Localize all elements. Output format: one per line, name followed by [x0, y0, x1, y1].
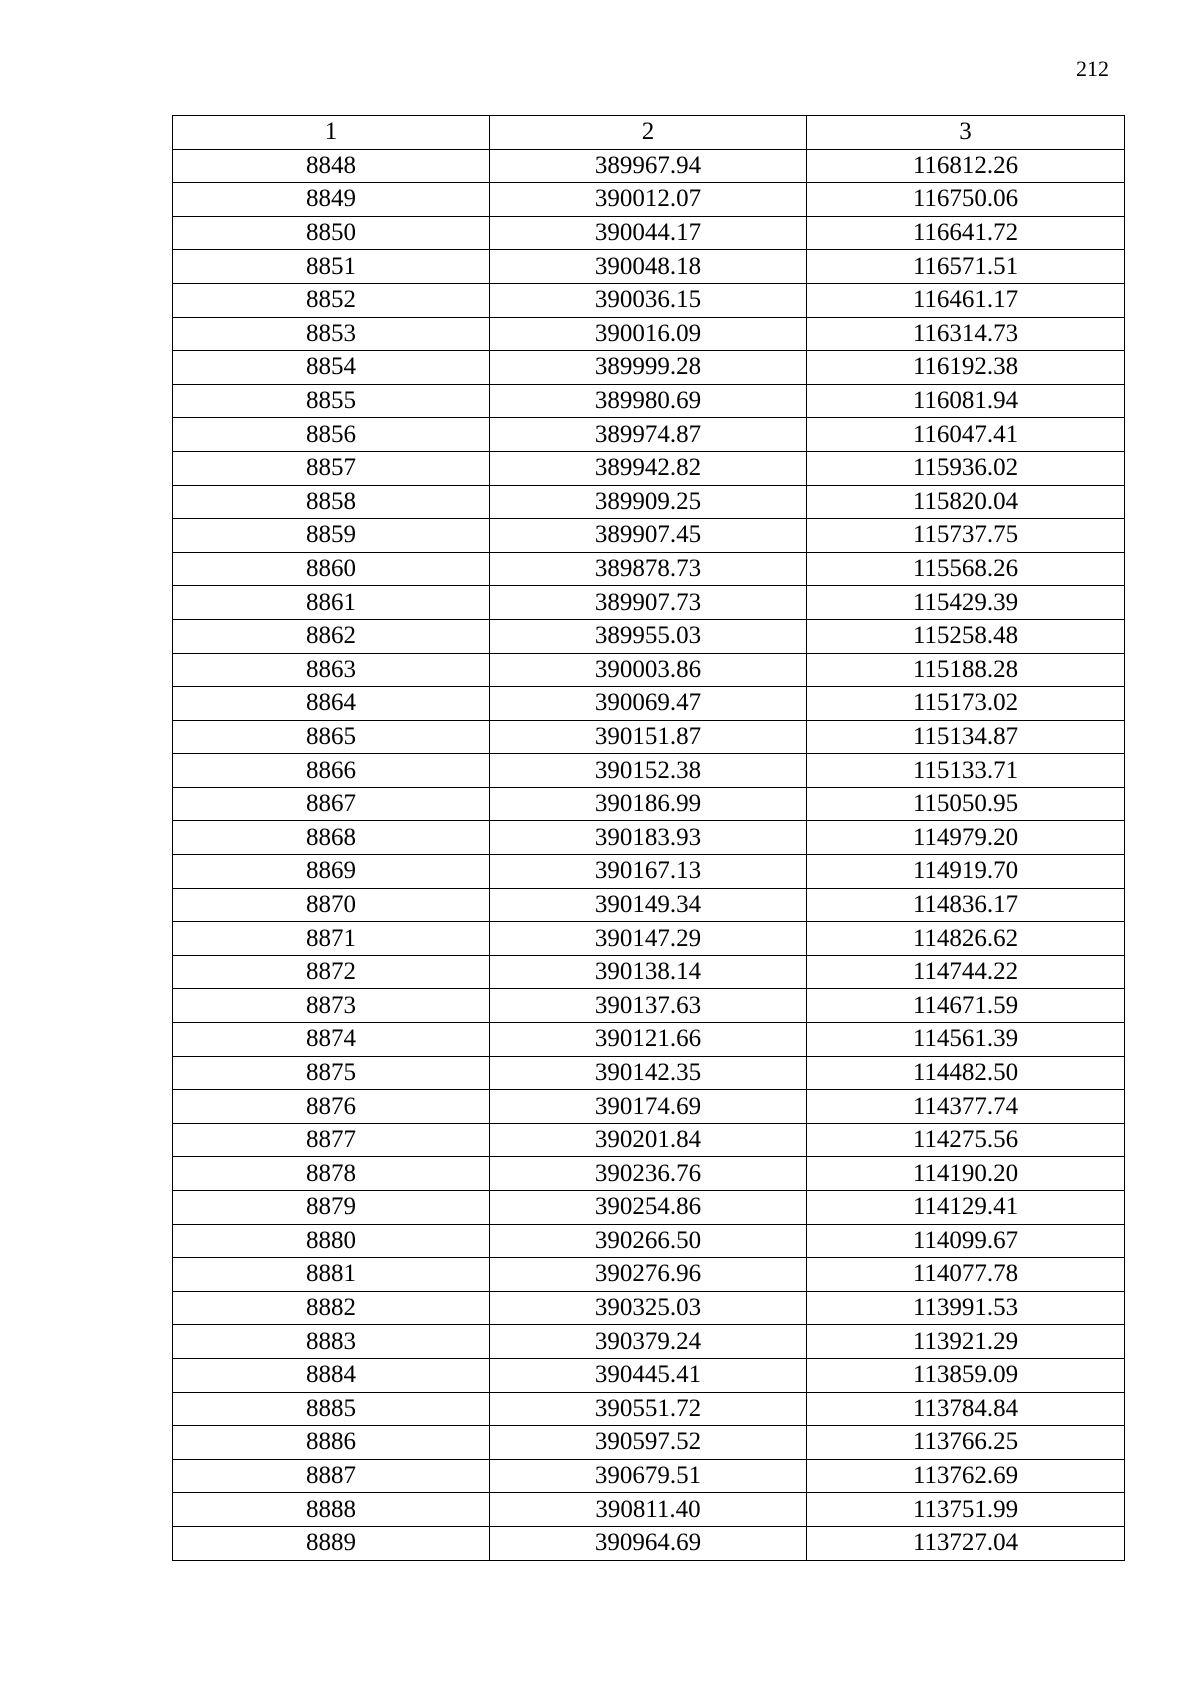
- coordinate-y-cell: 113727.04: [807, 1526, 1125, 1560]
- table-row: [173, 384, 1125, 418]
- coordinate-x-cell: 390551.72: [490, 1392, 807, 1426]
- table-row: [173, 351, 1125, 385]
- point-number-cell: 8854: [173, 351, 490, 385]
- coordinate-x-cell: 390142.35: [490, 1056, 807, 1090]
- coordinate-y-cell: 114377.74: [807, 1090, 1125, 1124]
- coordinate-y-cell: 116047.41: [807, 418, 1125, 452]
- point-number-cell: 8848: [173, 149, 490, 183]
- table-row: [173, 855, 1125, 889]
- point-number-cell: 8868: [173, 821, 490, 855]
- table-row: [173, 1023, 1125, 1057]
- point-number-cell: 8857: [173, 451, 490, 485]
- coordinate-x-cell: 390044.17: [490, 216, 807, 250]
- coordinate-y-cell: 113921.29: [807, 1325, 1125, 1359]
- point-number-cell: 8871: [173, 922, 490, 956]
- point-number-cell: 8860: [173, 552, 490, 586]
- column-header-3: 3: [807, 116, 1125, 150]
- coordinate-x-cell: 389955.03: [490, 619, 807, 653]
- coordinate-y-cell: 115429.39: [807, 586, 1125, 620]
- coordinate-y-cell: 114561.39: [807, 1023, 1125, 1057]
- table-row: [173, 283, 1125, 317]
- table-row: [173, 1493, 1125, 1527]
- table-row: [173, 1157, 1125, 1191]
- coordinate-y-cell: 116461.17: [807, 283, 1125, 317]
- point-number-cell: 8856: [173, 418, 490, 452]
- table-row: [173, 1291, 1125, 1325]
- coordinate-y-cell: 115936.02: [807, 451, 1125, 485]
- point-number-cell: 8889: [173, 1526, 490, 1560]
- coordinate-y-cell: 115820.04: [807, 485, 1125, 519]
- point-number-cell: 8877: [173, 1123, 490, 1157]
- coordinate-x-cell: 390597.52: [490, 1426, 807, 1460]
- coordinate-x-cell: 389974.87: [490, 418, 807, 452]
- coordinate-x-cell: 390151.87: [490, 720, 807, 754]
- page-number: 212: [1076, 56, 1109, 81]
- table-row: [173, 183, 1125, 217]
- coordinate-y-cell: 115258.48: [807, 619, 1125, 653]
- coordinate-x-cell: 390003.86: [490, 653, 807, 687]
- coordinate-y-cell: 113766.25: [807, 1426, 1125, 1460]
- coordinate-x-cell: 390325.03: [490, 1291, 807, 1325]
- header-row: [173, 116, 1125, 150]
- coordinate-y-cell: 116750.06: [807, 183, 1125, 217]
- coordinate-y-cell: 114919.70: [807, 855, 1125, 889]
- coordinate-x-cell: 390137.63: [490, 989, 807, 1023]
- coordinate-x-cell: 390167.13: [490, 855, 807, 889]
- table-row: [173, 418, 1125, 452]
- coordinate-x-cell: 390012.07: [490, 183, 807, 217]
- table-row: [173, 1459, 1125, 1493]
- coordinate-x-cell: 389999.28: [490, 351, 807, 385]
- table-row: [173, 1526, 1125, 1560]
- coordinate-y-cell: 114671.59: [807, 989, 1125, 1023]
- coordinate-x-cell: 390048.18: [490, 250, 807, 284]
- coordinate-x-cell: 390379.24: [490, 1325, 807, 1359]
- table-body: [173, 149, 1125, 1560]
- table-row: [173, 619, 1125, 653]
- table-row: [173, 1191, 1125, 1225]
- point-number-cell: 8853: [173, 317, 490, 351]
- coordinate-x-cell: 390186.99: [490, 787, 807, 821]
- coordinate-x-cell: 390183.93: [490, 821, 807, 855]
- table-row: [173, 552, 1125, 586]
- table-row: [173, 787, 1125, 821]
- coordinate-y-cell: 114077.78: [807, 1258, 1125, 1292]
- column-header-2: 2: [490, 116, 807, 150]
- table-row: [173, 519, 1125, 553]
- coordinate-y-cell: 114129.41: [807, 1191, 1125, 1225]
- coordinate-y-cell: 114744.22: [807, 955, 1125, 989]
- coordinate-y-cell: 114826.62: [807, 922, 1125, 956]
- point-number-cell: 8881: [173, 1258, 490, 1292]
- coordinate-y-cell: 115737.75: [807, 519, 1125, 553]
- point-number-cell: 8874: [173, 1023, 490, 1057]
- point-number-cell: 8851: [173, 250, 490, 284]
- coordinate-x-cell: 390266.50: [490, 1224, 807, 1258]
- coordinate-x-cell: 389980.69: [490, 384, 807, 418]
- point-number-cell: 8875: [173, 1056, 490, 1090]
- table-row: [173, 1090, 1125, 1124]
- coordinate-y-cell: 115173.02: [807, 687, 1125, 721]
- coordinate-x-cell: 390254.86: [490, 1191, 807, 1225]
- coordinate-y-cell: 116571.51: [807, 250, 1125, 284]
- coordinate-y-cell: 114979.20: [807, 821, 1125, 855]
- point-number-cell: 8864: [173, 687, 490, 721]
- coordinate-x-cell: 390679.51: [490, 1459, 807, 1493]
- coordinate-y-cell: 114836.17: [807, 888, 1125, 922]
- coordinate-x-cell: 390147.29: [490, 922, 807, 956]
- coordinate-x-cell: 390152.38: [490, 754, 807, 788]
- point-number-cell: 8883: [173, 1325, 490, 1359]
- table-row: [173, 1224, 1125, 1258]
- table-row: [173, 821, 1125, 855]
- coordinate-y-cell: 115188.28: [807, 653, 1125, 687]
- table-row: [173, 250, 1125, 284]
- point-number-cell: 8866: [173, 754, 490, 788]
- table-row: [173, 485, 1125, 519]
- coordinate-x-cell: 390036.15: [490, 283, 807, 317]
- table-row: [173, 955, 1125, 989]
- table-row: [173, 216, 1125, 250]
- coordinate-y-cell: 114482.50: [807, 1056, 1125, 1090]
- column-header-1: 1: [173, 116, 490, 150]
- point-number-cell: 8882: [173, 1291, 490, 1325]
- coordinate-y-cell: 116314.73: [807, 317, 1125, 351]
- point-number-cell: 8861: [173, 586, 490, 620]
- coordinate-x-cell: 390236.76: [490, 1157, 807, 1191]
- coordinate-x-cell: 390069.47: [490, 687, 807, 721]
- point-number-cell: 8852: [173, 283, 490, 317]
- point-number-cell: 8886: [173, 1426, 490, 1460]
- table-row: [173, 888, 1125, 922]
- point-number-cell: 8870: [173, 888, 490, 922]
- point-number-cell: 8872: [173, 955, 490, 989]
- table-row: [173, 1056, 1125, 1090]
- coordinate-x-cell: 390276.96: [490, 1258, 807, 1292]
- table-header: [173, 116, 1125, 150]
- table-row: [173, 1426, 1125, 1460]
- point-number-cell: 8873: [173, 989, 490, 1023]
- point-number-cell: 8887: [173, 1459, 490, 1493]
- table-row: [173, 1123, 1125, 1157]
- point-number-cell: 8859: [173, 519, 490, 553]
- coordinate-y-cell: 114099.67: [807, 1224, 1125, 1258]
- point-number-cell: 8863: [173, 653, 490, 687]
- coordinate-x-cell: 390811.40: [490, 1493, 807, 1527]
- table-row: [173, 149, 1125, 183]
- coordinates-table: [172, 115, 1125, 1561]
- coordinate-y-cell: 115568.26: [807, 552, 1125, 586]
- point-number-cell: 8885: [173, 1392, 490, 1426]
- point-number-cell: 8858: [173, 485, 490, 519]
- point-number-cell: 8862: [173, 619, 490, 653]
- table-row: [173, 922, 1125, 956]
- coordinate-x-cell: 390174.69: [490, 1090, 807, 1124]
- table-row: [173, 586, 1125, 620]
- table-row: [173, 1358, 1125, 1392]
- table-row: [173, 754, 1125, 788]
- coordinate-y-cell: 115133.71: [807, 754, 1125, 788]
- table-row: [173, 1258, 1125, 1292]
- coordinate-x-cell: 389878.73: [490, 552, 807, 586]
- coordinate-y-cell: 114275.56: [807, 1123, 1125, 1157]
- table-row: [173, 1325, 1125, 1359]
- coordinate-y-cell: 116081.94: [807, 384, 1125, 418]
- coordinate-y-cell: 113784.84: [807, 1392, 1125, 1426]
- point-number-cell: 8855: [173, 384, 490, 418]
- coordinate-x-cell: 390445.41: [490, 1358, 807, 1392]
- coordinate-x-cell: 389907.45: [490, 519, 807, 553]
- coordinate-x-cell: 389942.82: [490, 451, 807, 485]
- coordinate-x-cell: 390138.14: [490, 955, 807, 989]
- coordinate-x-cell: 389907.73: [490, 586, 807, 620]
- table-row: [173, 720, 1125, 754]
- coordinate-x-cell: 390149.34: [490, 888, 807, 922]
- table-row: [173, 653, 1125, 687]
- point-number-cell: 8849: [173, 183, 490, 217]
- coordinate-y-cell: 113762.69: [807, 1459, 1125, 1493]
- coordinate-y-cell: 115050.95: [807, 787, 1125, 821]
- table-row: [173, 317, 1125, 351]
- point-number-cell: 8850: [173, 216, 490, 250]
- coordinate-x-cell: 390016.09: [490, 317, 807, 351]
- coordinate-x-cell: 389909.25: [490, 485, 807, 519]
- coordinate-y-cell: 113859.09: [807, 1358, 1125, 1392]
- point-number-cell: 8878: [173, 1157, 490, 1191]
- table-row: [173, 687, 1125, 721]
- point-number-cell: 8865: [173, 720, 490, 754]
- coordinate-y-cell: 116641.72: [807, 216, 1125, 250]
- table-row: [173, 451, 1125, 485]
- coordinate-y-cell: 113751.99: [807, 1493, 1125, 1527]
- coordinate-x-cell: 390964.69: [490, 1526, 807, 1560]
- coordinate-y-cell: 115134.87: [807, 720, 1125, 754]
- coordinate-y-cell: 116192.38: [807, 351, 1125, 385]
- point-number-cell: 8880: [173, 1224, 490, 1258]
- table-row: [173, 989, 1125, 1023]
- coordinate-x-cell: 389967.94: [490, 149, 807, 183]
- point-number-cell: 8869: [173, 855, 490, 889]
- point-number-cell: 8867: [173, 787, 490, 821]
- point-number-cell: 8884: [173, 1358, 490, 1392]
- coordinate-x-cell: 390201.84: [490, 1123, 807, 1157]
- point-number-cell: 8876: [173, 1090, 490, 1124]
- coordinate-y-cell: 116812.26: [807, 149, 1125, 183]
- table-row: [173, 1392, 1125, 1426]
- coordinate-y-cell: 114190.20: [807, 1157, 1125, 1191]
- coordinate-x-cell: 390121.66: [490, 1023, 807, 1057]
- coordinate-y-cell: 113991.53: [807, 1291, 1125, 1325]
- point-number-cell: 8888: [173, 1493, 490, 1527]
- point-number-cell: 8879: [173, 1191, 490, 1225]
